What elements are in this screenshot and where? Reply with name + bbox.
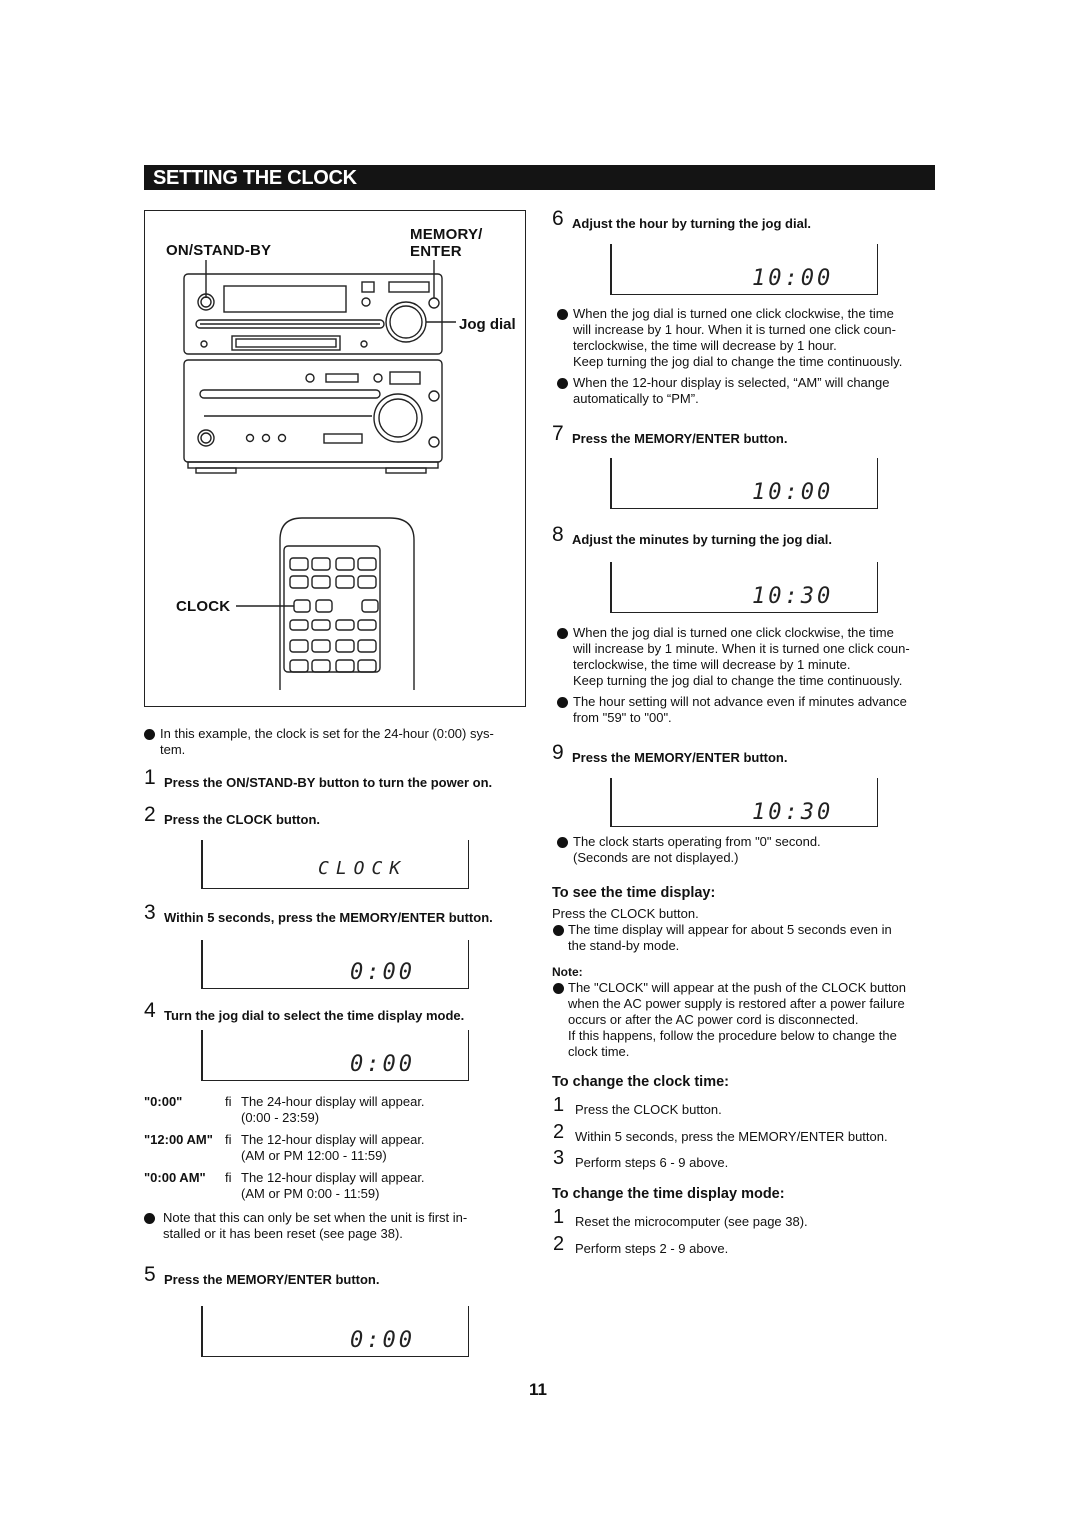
lcd-display-step4	[201, 1030, 469, 1081]
step-6: 6 Adjust the hour by turning the jog dial.	[552, 207, 812, 231]
mode-desc-12h-0: The 12-hour display will appear.	[241, 1170, 425, 1185]
mode-key-12h-12: "12:00 AM"	[144, 1132, 213, 1147]
bullet-icon	[553, 925, 564, 936]
lcd-display-step9	[610, 778, 878, 827]
step8-hour-line1: The hour setting will not advance even if minutes advance	[573, 694, 907, 709]
lcd-text-step9: 10:30	[752, 800, 834, 825]
reset-note-cont: stalled or it has been reset (see page 38).	[163, 1226, 403, 1241]
step-2: 2 Press the CLOCK button.	[144, 803, 321, 827]
mode-arrow: fi	[225, 1132, 232, 1147]
note-line5: clock time.	[568, 1044, 630, 1059]
lcd-text-step8: 10:30	[752, 584, 834, 609]
see-time-note-2: the stand-by mode.	[568, 938, 680, 953]
change-clock-num-2: 2	[553, 1121, 565, 1143]
note-line3: occurs or after the AC power cord is disconnected.	[568, 1012, 859, 1027]
bullet-icon	[144, 729, 155, 740]
step6-note-line3: terclockwise, the time will decrease by 1 hour.	[573, 338, 837, 353]
mode-desc-24h: The 24-hour display will appear.	[241, 1094, 425, 1109]
bullet-icon	[553, 983, 564, 994]
reset-note: Note that this can only be set when the unit is first in-	[163, 1210, 468, 1225]
mode-range-12h-0: (AM or PM 0:00 - 11:59)	[241, 1186, 380, 1201]
mode-range-24h: (0:00 - 23:59)	[241, 1110, 320, 1125]
change-clock-item-2: Within 5 seconds, press the MEMORY/ENTER button.	[575, 1129, 888, 1144]
step6-note-line1: When the jog dial is turned one click clockwise, the time	[573, 306, 894, 321]
step6-note-line2: will increase by 1 hour. When it is turned one click coun-	[573, 322, 896, 337]
section-title: SETTING THE CLOCK	[153, 167, 357, 189]
intro-note-cont: tem.	[160, 742, 186, 757]
step-1: 1 Press the ON/STAND-BY button to turn the power on.	[144, 766, 493, 790]
bullet-icon	[557, 697, 568, 708]
lcd-text-step7: 10:00	[752, 480, 834, 505]
mode-key-12h-0: "0:00 AM"	[144, 1170, 206, 1185]
note-line2: when the AC power supply is restored after a power failure	[568, 996, 905, 1011]
lcd-text-step5: 0:00	[350, 1328, 415, 1353]
change-clock-item-1: Press the CLOCK button.	[575, 1102, 722, 1117]
change-clock-heading: To change the clock time:	[552, 1074, 729, 1090]
step8-note-line2: will increase by 1 minute. When it is turned one click coun-	[573, 641, 910, 656]
step9-note-line1: The clock starts operating from "0" second.	[573, 834, 821, 849]
lcd-text-step6: 10:00	[752, 266, 834, 291]
bullet-icon	[557, 628, 568, 639]
step-3: 3 Within 5 seconds, press the MEMORY/ENTER button.	[144, 901, 493, 925]
bullet-icon	[144, 1213, 155, 1224]
step6-note-line4: Keep turning the jog dial to change the time continuously.	[573, 354, 903, 369]
step-5: 5 Press the MEMORY/ENTER button.	[144, 1263, 380, 1287]
lcd-display-step5	[201, 1306, 469, 1357]
see-time-line: Press the CLOCK button.	[552, 906, 699, 921]
lcd-display-step6	[610, 244, 878, 295]
see-time-heading: To see the time display:	[552, 885, 716, 901]
step9-note-line2: (Seconds are not displayed.)	[573, 850, 739, 865]
change-mode-num-1: 1	[553, 1206, 565, 1228]
step-8: 8 Adjust the minutes by turning the jog dial.	[552, 523, 832, 547]
change-mode-num-2: 2	[553, 1233, 565, 1255]
see-time-note-1: The time display will appear for about 5 seconds even in	[568, 922, 892, 937]
stereo-and-remote-illustration	[144, 210, 526, 707]
step6-ampm-line2: automatically to “PM”.	[573, 391, 699, 406]
bullet-icon	[557, 309, 568, 320]
intro-note: In this example, the clock is set for the 24-hour (0:00) sys-	[160, 726, 494, 741]
step-4: 4 Turn the jog dial to select the time display mode.	[144, 999, 465, 1023]
lcd-text-step3: 0:00	[350, 960, 415, 985]
clock-label: CLOCK	[176, 598, 231, 615]
memory-label: MEMORY/	[410, 226, 483, 243]
step8-note-line1: When the jog dial is turned one click clockwise, the time	[573, 625, 894, 640]
step-7: 7 Press the MEMORY/ENTER button.	[552, 422, 788, 446]
step-9: 9 Press the MEMORY/ENTER button.	[552, 741, 788, 765]
note-label: Note:	[552, 965, 583, 979]
enter-label: ENTER	[410, 243, 462, 260]
bullet-icon	[557, 837, 568, 848]
lcd-display-step8	[610, 562, 878, 613]
mode-key-24h: "0:00"	[144, 1094, 183, 1109]
lcd-text-step2: CLOCK	[318, 858, 408, 879]
change-mode-heading: To change the time display mode:	[552, 1186, 785, 1202]
onstandby-label: ON/STAND-BY	[166, 242, 272, 259]
change-clock-item-3: Perform steps 6 - 9 above.	[575, 1155, 729, 1170]
step8-hour-line2: from "59" to "00".	[573, 710, 672, 725]
mode-range-12h-12: (AM or PM 12:00 - 11:59)	[241, 1148, 387, 1163]
change-clock-num-3: 3	[553, 1147, 565, 1169]
lcd-text-step4: 0:00	[350, 1052, 415, 1077]
change-mode-item-2: Perform steps 2 - 9 above.	[575, 1241, 729, 1256]
change-clock-num-1: 1	[553, 1094, 565, 1116]
mode-arrow: fi	[225, 1094, 232, 1109]
note-line4: If this happens, follow the procedure below to change the	[568, 1028, 897, 1043]
lcd-display-step7	[610, 458, 878, 509]
page-number: 11	[529, 1380, 547, 1399]
change-mode-item-1: Reset the microcomputer (see page 38).	[575, 1214, 808, 1229]
jog-dial-label: Jog dial	[459, 316, 516, 333]
mode-arrow: fi	[225, 1170, 232, 1185]
step6-ampm-line1: When the 12-hour display is selected, “AM” will change	[573, 375, 890, 390]
lcd-display-step3	[201, 940, 469, 989]
bullet-icon	[557, 378, 568, 389]
step8-note-line3: terclockwise, the time will decrease by 1 minute.	[573, 657, 851, 672]
step8-note-line4: Keep turning the jog dial to change the time continuously.	[573, 673, 903, 688]
note-line1: The "CLOCK" will appear at the push of the CLOCK button	[568, 980, 907, 995]
mode-desc-12h-12: The 12-hour display will appear.	[241, 1132, 425, 1147]
